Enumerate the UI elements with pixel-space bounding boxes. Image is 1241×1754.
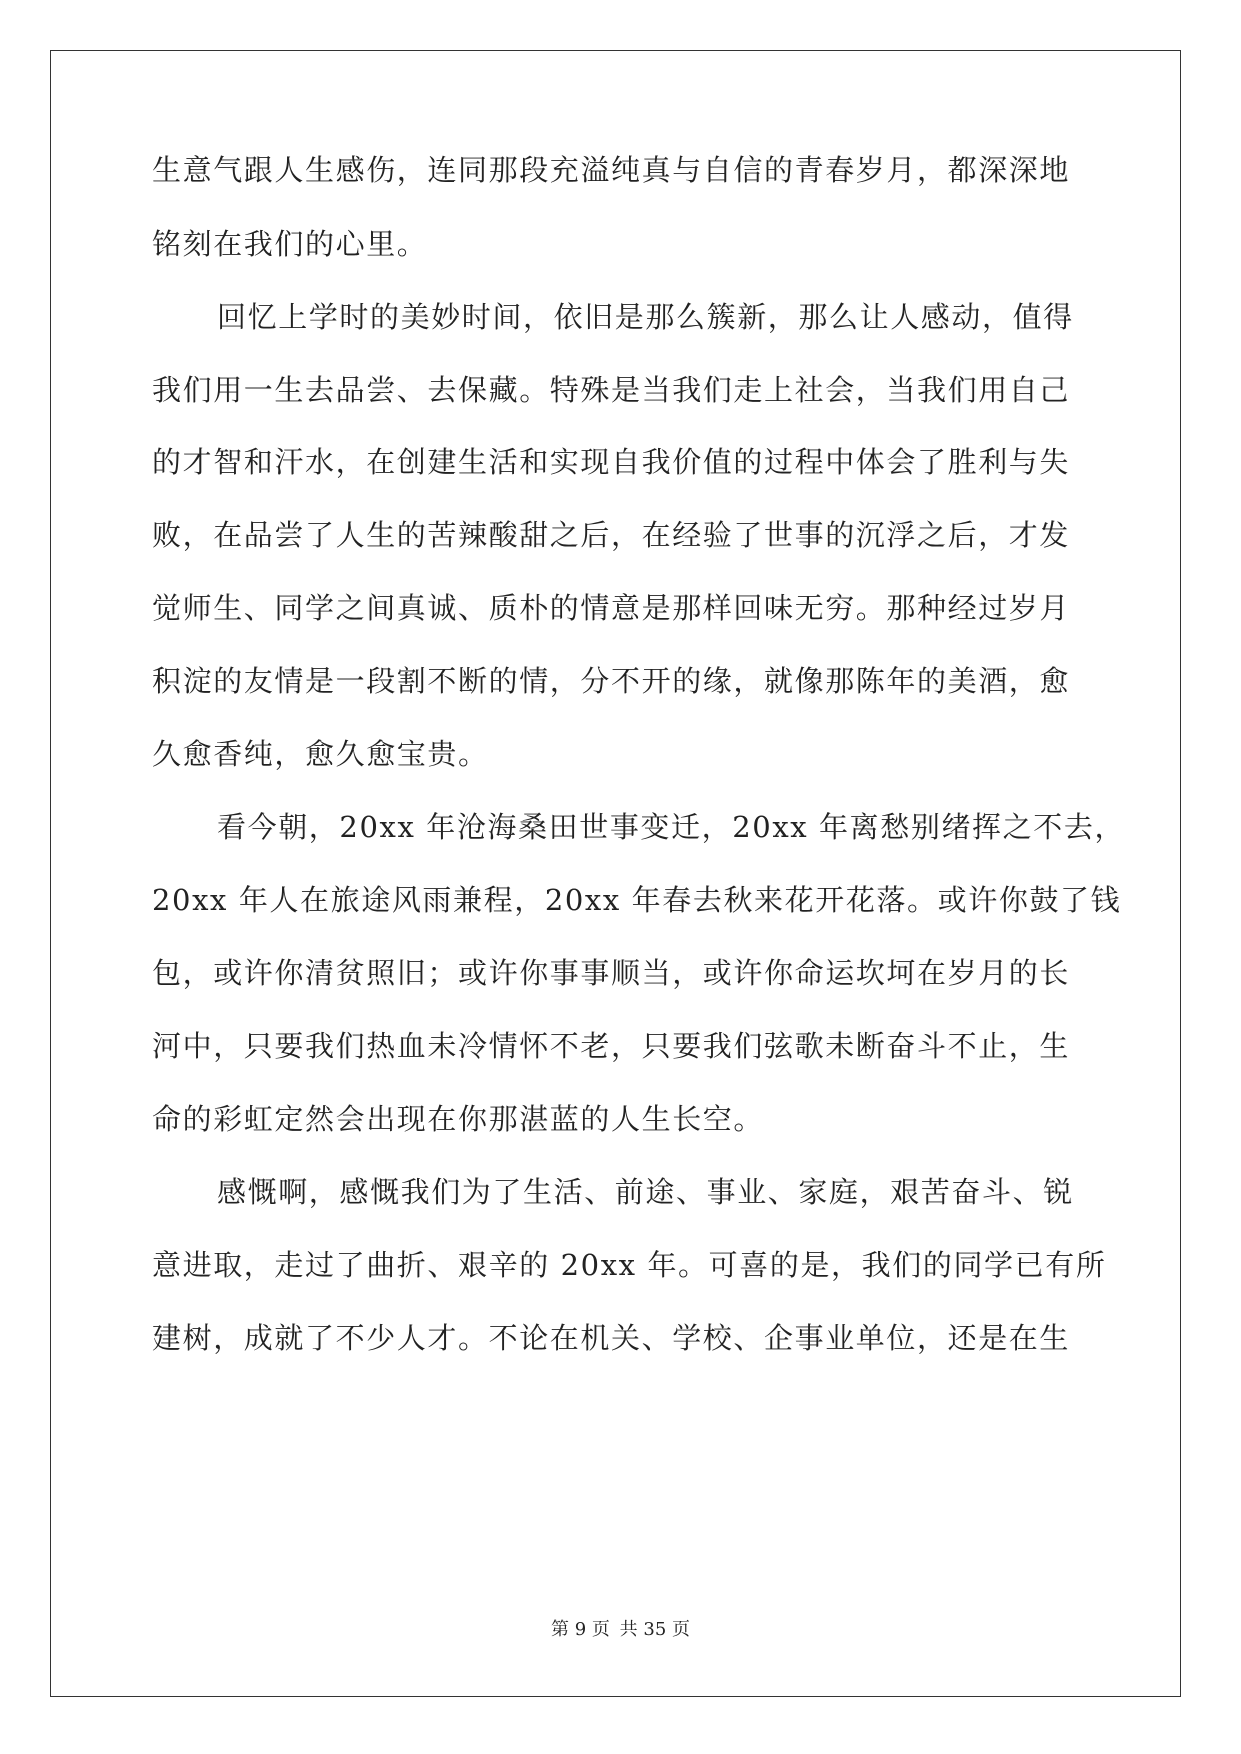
text-line: 我们用一生去品尝、去保藏。特殊是当我们走上社会，当我们用自己	[152, 373, 1071, 407]
text-line: 河中，只要我们热血未冷情怀不老，只要我们弦歌未断奋斗不止，生	[152, 1029, 1071, 1063]
text-line: 觉师生、同学之间真诚、质朴的情意是那样回味无穷。那种经过岁月	[152, 591, 1071, 625]
text-line: 感慨啊，感慨我们为了生活、前途、事业、家庭，艰苦奋斗、锐	[217, 1175, 1074, 1209]
text-line: 命的彩虹定然会出现在你那湛蓝的人生长空。	[152, 1102, 765, 1136]
page-total: 共 35 页	[619, 1619, 690, 1640]
text-line: 的才智和汗水，在创建生活和实现自我价值的过程中体会了胜利与失	[152, 445, 1071, 479]
text-line: 回忆上学时的美妙时间，依旧是那么簇新，那么让人感动，值得	[217, 300, 1074, 334]
text-line: 铭刻在我们的心里。	[152, 227, 428, 261]
text-line: 积淀的友情是一段割不断的情，分不开的缘，就像那陈年的美酒，愈	[152, 664, 1071, 698]
text-line: 久愈香纯，愈久愈宝贵。	[152, 737, 489, 771]
text-line: 败，在品尝了人生的苦辣酸甜之后，在经验了世事的沉浮之后，才发	[152, 518, 1071, 552]
text-line: 看今朝，20xx 年沧海桑田世事变迁，20xx 年离愁别绪挥之不去，	[217, 810, 1126, 844]
page-number: 第 9 页	[551, 1619, 610, 1640]
page-footer	[0, 1618, 1241, 1642]
text-line: 20xx 年人在旅途风雨兼程，20xx 年春去秋来花开花落。或许你鼓了钱	[152, 883, 1122, 917]
text-line: 包，或许你清贫照旧；或许你事事顺当，或许你命运坎坷在岁月的长	[152, 956, 1071, 990]
text-line: 意进取，走过了曲折、艰辛的 20xx 年。可喜的是，我们的同学已有所	[152, 1248, 1107, 1282]
text-line: 生意气跟人生感伤，连同那段充溢纯真与自信的青春岁月，都深深地	[152, 153, 1071, 187]
text-line: 建树，成就了不少人才。不论在机关、学校、企事业单位，还是在生	[152, 1321, 1071, 1355]
